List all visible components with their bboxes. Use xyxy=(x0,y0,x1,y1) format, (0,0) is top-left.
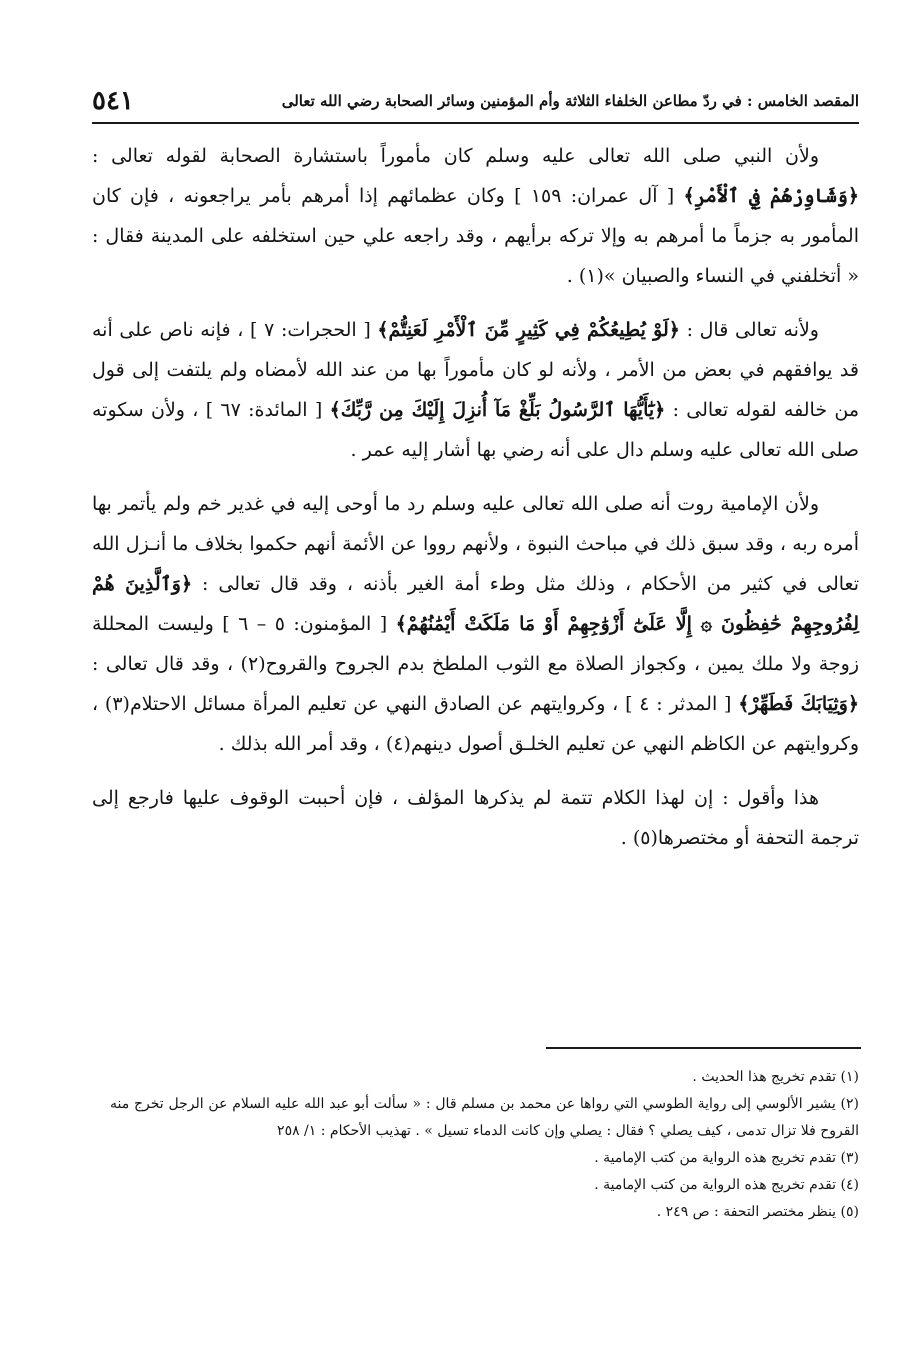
paragraph-1 xyxy=(92,136,859,296)
paragraph-text: [ الحجرات: ٧ ] ، فإنه ناص على أنه قد يوافقهم في بعض من الأمر ، ولأنه لو كان مأموراً بها من عند الله لأمضاه ولم يلتفت إلى قول من خالفه لقوله تعالى : xyxy=(92,319,860,421)
main-text xyxy=(92,136,859,872)
footnote-number: (١) xyxy=(840,1069,859,1085)
footnote-2 xyxy=(110,1091,859,1145)
paragraph-text: [ آل عمران: ١٥٩ ] وكان عظمائهم إذا أمرهم بأمر يراجعونه ، فإن كان المأمور به جزماً ما أمرهم به وإلا تركه برأيهم ، وقد راجعه علي حين استخلفه على المدينة فقال : « أتخلفني في النساء والصبيان »(١) . xyxy=(92,185,859,287)
paragraph-3 xyxy=(92,484,859,764)
footnotes xyxy=(110,1064,859,1226)
paragraph-text: [ المائدة: ٦٧ ] ، ولأن سكوته صلى الله تعالى عليه وسلم دال على أنه رضي بها أشار إليه عمر . xyxy=(92,399,859,461)
quran-verse: ﴿لَوْ يُطِيعُكُمْ فِي كَثِيرٍ مِّنَ ٱلْأَمْرِ لَعَنِتُّمْ﴾ xyxy=(377,319,680,341)
paragraph-text: ولأن النبي صلى الله تعالى عليه وسلم كان مأموراً باستشارة الصحابة لقوله تعالى : xyxy=(92,145,819,167)
quran-verse: ﴿وَثِيَابَكَ فَطَهِّرْ﴾ xyxy=(738,693,860,715)
running-title: المقصد الخامس : في ردّ مطاعن الخلفاء الثلاثة وأم المؤمنين وسائر الصحابة رضي الله تعالى xyxy=(281,92,859,110)
paragraph-2 xyxy=(92,310,859,470)
footnote-text: تقدم تخريج هذه الرواية من كتب الإمامية . xyxy=(594,1177,837,1193)
footnote-divider xyxy=(546,1047,861,1049)
footnote-4 xyxy=(110,1172,859,1199)
quran-verse: ﴿وَٱلَّذِينَ هُمْ لِفُرُوجِهِمْ حَٰفِظُونَ ۞ إِلَّا عَلَىٰٓ أَزْوَٰجِهِمْ أَوْ مَا مَلَكَتْ أَيْمَٰنُهُمْ﴾ xyxy=(92,573,859,635)
quran-verse: ﴿وَشَاوِرْهُمْ فِي ٱلْأَمْرِ﴾ xyxy=(683,185,860,207)
footnote-text: تقدم تخريج هذه الرواية من كتب الإمامية . xyxy=(594,1150,837,1166)
paragraph-text: ولأنه تعالى قال : xyxy=(686,319,819,341)
footnote-3 xyxy=(110,1145,859,1172)
footnote-number: (٣) xyxy=(840,1150,859,1166)
paragraph-text: هذا وأقول : إن لهذا الكلام تتمة لم يذكرها المؤلف ، فإن أحببت الوقوف عليها فارجع إلى ترجمة التحفة أو مختصرها(٥) . xyxy=(92,787,859,849)
footnote-number: (٤) xyxy=(840,1177,859,1193)
quran-verse: ﴿يَٰٓأَيُّهَا ٱلرَّسُولُ بَلِّغْ مَآ أُنزِلَ إِلَيْكَ مِن رَّبِّكَ﴾ xyxy=(329,399,666,421)
footnote-text: ينظر مختصر التحفة : ص ٢٤٩ . xyxy=(656,1204,837,1220)
page-number: ٥٤١ xyxy=(92,86,134,116)
paragraph-text: [ المدثر : ٤ ] ، وكروايتهم عن الصادق النهي عن تعليم المرأة مسائل الاحتلام(٣) ، وكروايتهم عن الكاظم النهي عن تعليم الخلـق أصول دينهم(٤) ، وقد أمر الله بذلك . xyxy=(92,693,859,755)
footnote-text: تقدم تخريج هذا الحديث . xyxy=(692,1069,837,1085)
footnote-1 xyxy=(110,1064,859,1091)
footnote-5 xyxy=(110,1199,859,1226)
paragraph-4 xyxy=(92,778,859,858)
footnote-number: (٢) xyxy=(840,1096,859,1112)
footnote-number: (٥) xyxy=(840,1204,859,1220)
footnote-text: يشير الألوسي إلى رواية الطوسي التي رواها عن محمد بن مسلم قال : « سألت أبو عبد الله عليه السلام عن الرجل تخرج منه القروح فلا تزال تدمى ، كيف يصلي ؟ فقال : يصلي وإن كانت الدماء تسيل » . تهذيب الأحكام : ١/ ٢٥٨ xyxy=(110,1096,859,1139)
paragraph-text: [ المؤمنون: ٥ – ٦ ] وليست المحللة زوجة ولا ملك يمين ، وكجواز الصلاة مع الثوب الملطخ بدم الجروح والقروح(٢) ، وقد قال تعالى : xyxy=(92,613,859,675)
page-header xyxy=(92,86,859,124)
paragraph-text: ولأن الإمامية روت أنه صلى الله تعالى عليه وسلم رد ما أوحى إليه في غدير خم ولم يأتمر بها أمره ربه ، وقد سبق ذلك في مباحث النبوة ، ولأنهم رووا عن الأئمة أنهم حكموا بخلاف ما أنـزل الله تعالى في كثير من الأحكام ، وذلك مثل وطء أمة الغير بأذنه ، وقد قال تعالى : xyxy=(92,493,860,595)
